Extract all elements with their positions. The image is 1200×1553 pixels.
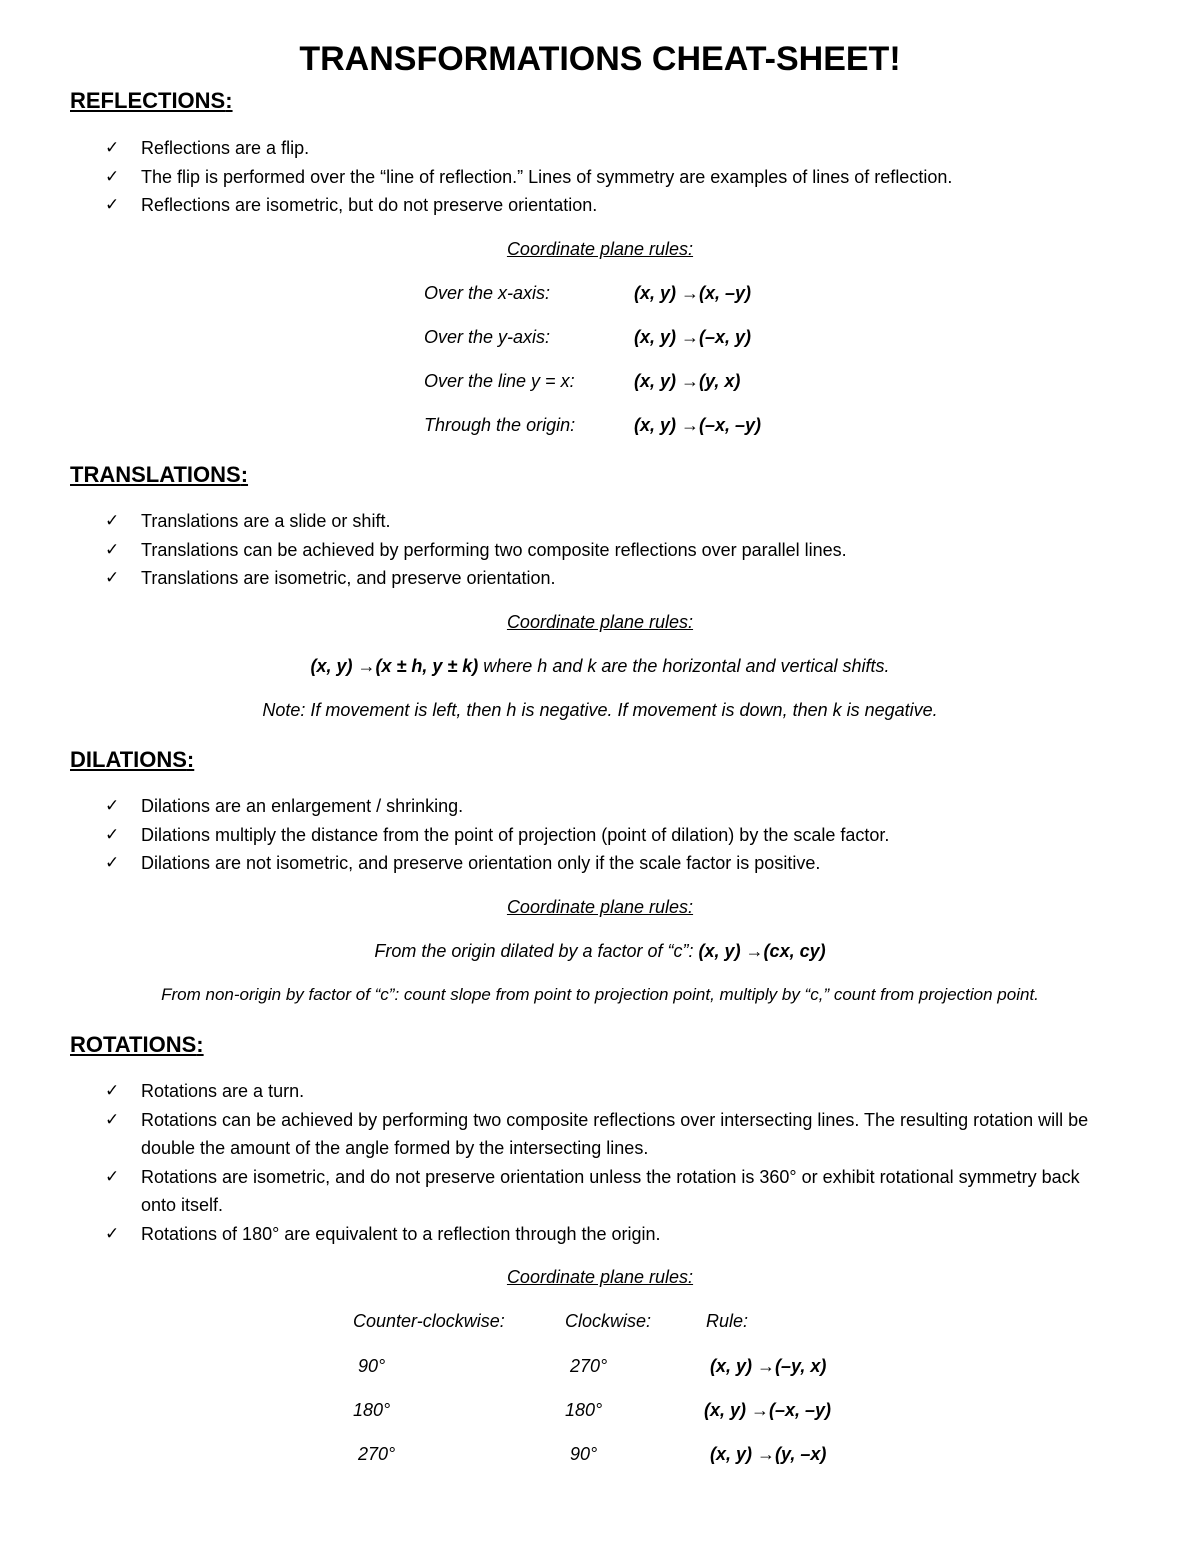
reflections-rules-heading: Coordinate plane rules: <box>506 239 694 259</box>
rotations-bullets <box>105 1077 1115 1248</box>
rotation-cw-cell: 270° <box>570 1356 608 1376</box>
reflections-heading: REFLECTIONS: <box>70 88 233 113</box>
bullet-text: Dilations are an enlargement / shrinking. <box>141 796 464 816</box>
list-item <box>105 1077 1115 1106</box>
rule-formula: (x, y) →(x ± h, y ± k) <box>310 656 479 676</box>
rotation-cw-cell: 180° <box>565 1400 603 1420</box>
rule-formula: (x, y) →(y, x) <box>634 371 741 391</box>
rule-label: Over the line y = x: <box>424 371 575 391</box>
rule-formula: (x, y) →(–x, y) <box>634 327 752 347</box>
rule-text: where h and k are the horizontal and vertical shifts. <box>478 656 890 676</box>
checkmark-icon: ✓ <box>105 568 120 588</box>
dilations-heading-text: DILATIONS <box>70 747 187 772</box>
bullet-text: Dilations are not isometric, and preserve orientation only if the scale factor is positive. <box>141 853 821 873</box>
checkmark-icon: ✓ <box>105 511 120 531</box>
reflections-bullets <box>105 134 1115 220</box>
list-item <box>105 849 1115 878</box>
translations-rules-heading: Coordinate plane rules: <box>506 612 694 632</box>
page-title: TRANSFORMATIONS CHEAT-SHEET! <box>299 40 901 78</box>
rotation-ccw-cell: 270° <box>358 1444 396 1464</box>
column-header-ccw: Counter-clockwise: <box>353 1311 505 1331</box>
list-item <box>105 1220 1115 1249</box>
rotation-rule-cell: (x, y) →(–x, –y) <box>704 1400 832 1420</box>
rotation-rule-cell: (x, y) →(–y, x) <box>710 1356 827 1376</box>
rule-formula: (x, y) →(cx, cy) <box>698 941 826 961</box>
list-item <box>105 163 1115 192</box>
rotation-cw-cell: 90° <box>570 1444 598 1464</box>
list-item <box>105 536 1115 565</box>
dilations-rules-heading: Coordinate plane rules: <box>506 897 694 917</box>
bullet-text: Rotations are isometric, and do not preserve orientation unless the rotation is 360° or exhibit rotational symmetry back onto itself. <box>141 1166 1080 1215</box>
dilation-origin-rule <box>0 941 1200 962</box>
rule-label: Over the x-axis: <box>424 283 551 303</box>
dilations-heading: DILATIONS: <box>70 747 195 772</box>
list-item <box>105 191 1115 220</box>
dilations-bullets <box>105 792 1115 878</box>
list-item <box>105 564 1115 593</box>
checkmark-icon: ✓ <box>105 1081 120 1101</box>
translation-note: Note: If movement is left, then h is negative. If movement is down, then k is negative. <box>262 700 938 720</box>
rotations-rules-heading: Coordinate plane rules: <box>506 1267 694 1287</box>
rule-formula: (x, y) →(–x, –y) <box>634 415 762 435</box>
checkmark-icon: ✓ <box>105 853 120 873</box>
rotations-heading-text: ROTATIONS <box>70 1032 197 1057</box>
bullet-text: Rotations are a turn. <box>141 1081 305 1101</box>
bullet-text: Dilations multiply the distance from the point of projection (point of dilation) by the scale factor. <box>141 824 890 845</box>
bullet-text: Reflections are a flip. <box>141 138 310 158</box>
checkmark-icon: ✓ <box>105 195 120 215</box>
translation-rule <box>0 656 1200 677</box>
checkmark-icon: ✓ <box>105 796 120 816</box>
list-item <box>105 1163 1115 1220</box>
list-item <box>105 792 1115 821</box>
bullet-text: Translations are isometric, and preserve orientation. <box>141 568 556 588</box>
bullet-text: Rotations of 180° are equivalent to a reflection through the origin. <box>141 1223 661 1244</box>
dilation-non-origin-rule: From non-origin by factor of “c”: count slope from point to projection point, multiply by “c,” count from projection point. <box>161 985 1039 1004</box>
column-header-cw: Clockwise: <box>565 1311 652 1331</box>
translations-bullets <box>105 507 1115 593</box>
rotation-rule-cell: (x, y) →(y, –x) <box>710 1444 827 1464</box>
list-item <box>105 134 1115 163</box>
column-header-rule: Rule: <box>706 1311 749 1331</box>
checkmark-icon: ✓ <box>105 824 120 845</box>
rule-label: Through the origin: <box>424 415 576 435</box>
rule-text: From the origin dilated by a factor of “c”: <box>374 941 699 961</box>
checkmark-icon: ✓ <box>105 1223 120 1244</box>
checkmark-icon: ✓ <box>105 166 120 187</box>
checkmark-icon: ✓ <box>105 1166 120 1187</box>
bullet-text: Rotations can be achieved by performing two composite reflections over intersecting lines. The resulting rotation will be double the amount of the angle formed by the intersecting lines. <box>141 1109 1089 1158</box>
bullet-text: Translations are a slide or shift. <box>141 511 391 531</box>
list-item <box>105 1106 1115 1163</box>
checkmark-icon: ✓ <box>105 1109 120 1130</box>
rule-formula: (x, y) →(x, –y) <box>634 283 752 303</box>
translations-heading-text: TRANSLATIONS <box>70 462 241 487</box>
rotation-ccw-cell: 180° <box>353 1400 391 1420</box>
checkmark-icon: ✓ <box>105 138 120 158</box>
bullet-text: The flip is performed over the “line of reflection.” Lines of symmetry are examples of lines of reflection. <box>141 166 953 187</box>
rotation-ccw-cell: 90° <box>358 1356 386 1376</box>
rotations-heading: ROTATIONS: <box>70 1032 204 1057</box>
reflections-heading-text: REFLECTIONS <box>70 88 226 113</box>
rule-label: Over the y-axis: <box>424 327 551 347</box>
bullet-text: Translations can be achieved by performing two composite reflections over parallel lines. <box>141 539 847 560</box>
translations-heading: TRANSLATIONS: <box>70 462 249 487</box>
list-item <box>105 821 1115 850</box>
bullet-text: Reflections are isometric, but do not preserve orientation. <box>141 195 598 215</box>
checkmark-icon: ✓ <box>105 539 120 560</box>
list-item <box>105 507 1115 536</box>
